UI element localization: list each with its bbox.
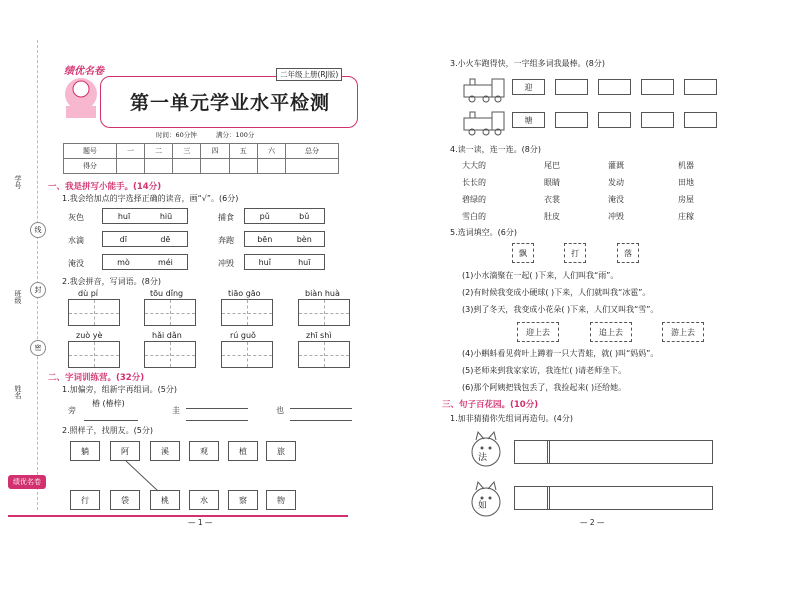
pinyin-option[interactable]: huī: [298, 257, 311, 267]
question-6: 1.加非猜猜你先组词再造句。(4分): [450, 414, 573, 423]
seal-ring-2: 封: [30, 282, 46, 298]
q1-choices[interactable]: [244, 208, 325, 224]
radical-char: 旁: [68, 406, 76, 415]
brand-name: 绩优名卷: [64, 66, 104, 77]
q1-word: 捕食: [218, 213, 234, 222]
score-cell[interactable]: [229, 159, 257, 174]
train-engine-icon: [462, 110, 508, 140]
score-cell[interactable]: [116, 159, 144, 174]
pinyin-option[interactable]: bēn: [257, 234, 273, 244]
page-title: 第一单元学业水平检测: [130, 92, 331, 114]
q1-word: 淹没: [68, 259, 84, 268]
pinyin-option[interactable]: méi: [157, 257, 173, 267]
score-label: 得分: [64, 159, 117, 174]
link-mid[interactable]: 肚皮: [544, 212, 560, 221]
pinyin-option[interactable]: huǐ: [258, 257, 271, 267]
side-class: 班级: [14, 290, 22, 304]
link-verb[interactable]: 灌溉: [608, 161, 624, 170]
section-1-heading: 一、我是拼写小能手。(14分): [48, 182, 162, 192]
q1-word: 冲毁: [218, 259, 234, 268]
score-head: 六: [257, 144, 285, 159]
train-car[interactable]: [641, 112, 674, 128]
pinyin-option[interactable]: huī: [117, 211, 131, 221]
match-char-bottom[interactable]: 水: [189, 490, 219, 510]
pinyin-option[interactable]: pǔ: [259, 211, 270, 221]
q1-choices[interactable]: [102, 208, 188, 224]
train-car-char: [512, 79, 545, 95]
writing-grid[interactable]: [221, 341, 273, 368]
train-engine-icon: [462, 77, 508, 107]
train-car[interactable]: [684, 112, 717, 128]
match-char-bottom[interactable]: 袋: [110, 490, 140, 510]
fill-sentence[interactable]: (4)小蝌蚪看见荷叶上蹲着一只大青蛙，就( )叫“妈妈”。: [462, 349, 659, 358]
score-head: 四: [201, 144, 229, 159]
pinyin-prompt: dù pí: [78, 289, 98, 298]
question-2-1: 1.加偏旁，组新字再组词。(5分): [62, 385, 177, 394]
pinyin-prompt: hǎi dǎn: [152, 331, 182, 340]
link-left[interactable]: 长长的: [462, 178, 486, 187]
q1-choices[interactable]: [102, 231, 188, 247]
score-head: 题号: [64, 144, 117, 159]
radical-example: 椿 (椿梓): [92, 399, 125, 408]
writing-grid[interactable]: [298, 341, 350, 368]
score-cell[interactable]: [201, 159, 229, 174]
pinyin-prompt: biàn huà: [305, 289, 340, 298]
score-head: 三: [173, 144, 201, 159]
pinyin-prompt: tiāo gāo: [228, 289, 261, 298]
writing-grid[interactable]: [221, 299, 273, 326]
match-example-line: [110, 461, 170, 493]
link-verb[interactable]: 冲毁: [608, 212, 624, 221]
q1-choices[interactable]: [244, 231, 325, 247]
train-car-char: [512, 112, 545, 128]
match-char-bottom[interactable]: 桃: [150, 490, 180, 510]
q1-word: 灰色: [68, 213, 84, 222]
radical-blank[interactable]: [84, 420, 138, 421]
side-name: 姓名: [14, 385, 22, 399]
question-5: 5.选词填空。(6分): [450, 228, 517, 237]
score-table: [63, 143, 339, 174]
question-4: 4.读一读，连一连。(8分): [450, 145, 541, 154]
train-char: 迎: [524, 82, 533, 92]
link-mid[interactable]: 尾巴: [544, 161, 560, 170]
match-char-bottom[interactable]: 行: [70, 490, 100, 510]
question-1-1: 1.我会给加点的字选择正确的读音，画“√”。(6分): [62, 194, 239, 203]
fill-sentence[interactable]: (2)有时候我变成小硬球( )下来，人们就叫我“冰雹”。: [462, 288, 651, 297]
fill-sentence[interactable]: (6)那个阿姨把钱包丢了，我捡起来( )还给她。: [462, 383, 627, 392]
pinyin-prompt: rú guǒ: [230, 331, 256, 340]
match-char-bottom[interactable]: 物: [266, 490, 296, 510]
radical-blank[interactable]: [290, 408, 352, 409]
train-car[interactable]: [598, 79, 631, 95]
section-2-heading: 二、字词训练营。(32分): [48, 373, 145, 383]
train-car[interactable]: [684, 79, 717, 95]
score-cell[interactable]: [257, 159, 285, 174]
link-noun[interactable]: 田地: [678, 178, 694, 187]
fill-sentence[interactable]: (1)小水滴聚在一起( )下来，人们叫我“雨”。: [462, 271, 619, 280]
question-1-2: 2.我会拼音，写词语。(8分): [62, 277, 161, 286]
link-noun[interactable]: 机器: [678, 161, 694, 170]
pinyin-prompt: tōu dǐng: [150, 289, 184, 298]
match-char-top[interactable]: 躺: [70, 441, 100, 461]
page-number-1: — 1 —: [188, 518, 213, 527]
link-left[interactable]: 大大的: [462, 161, 486, 170]
score-head: 五: [229, 144, 257, 159]
radical-blank[interactable]: [290, 420, 352, 421]
pinyin-option[interactable]: bèn: [296, 234, 312, 244]
answer-box[interactable]: [547, 440, 713, 464]
q1-word: 奔跑: [218, 236, 234, 245]
footer-bar: [8, 515, 348, 517]
score-cell[interactable]: [173, 159, 201, 174]
score-cell[interactable]: [286, 159, 339, 174]
cat-icon: [466, 428, 510, 472]
match-char-top[interactable]: 植: [228, 441, 258, 461]
seal-ring-1: 线: [30, 222, 46, 238]
pinyin-option[interactable]: dī: [119, 234, 127, 244]
train-car[interactable]: [598, 112, 631, 128]
grade-label: 二年级上册(RJ版): [276, 68, 342, 81]
question-3: 3.小火车跑得快，一字组多词我最棒。(8分): [450, 59, 605, 68]
train-char: 塘: [524, 115, 533, 125]
link-mid[interactable]: 眼睛: [544, 178, 560, 187]
fill-sentence[interactable]: (3)到了冬天，我变成小花朵( )下来，人们又叫我“雪”。: [462, 305, 659, 314]
link-left[interactable]: 雪白的: [462, 212, 486, 221]
word-option[interactable]: 落: [617, 243, 639, 263]
cat-icon: [466, 478, 510, 522]
writing-grid[interactable]: [298, 299, 350, 326]
radical-blank[interactable]: [186, 420, 248, 421]
writing-grid[interactable]: [144, 299, 196, 326]
writing-grid[interactable]: [144, 341, 196, 368]
word-option[interactable]: 飘: [512, 243, 534, 263]
q1-word: 水滴: [68, 236, 84, 245]
train-car[interactable]: [555, 79, 588, 95]
exam-fullscore: 满分：100分: [216, 131, 255, 139]
score-head: 总分: [286, 144, 339, 159]
answer-box[interactable]: [514, 486, 550, 510]
train-car[interactable]: [641, 79, 674, 95]
link-mid[interactable]: 衣裳: [544, 195, 560, 204]
pinyin-prompt: zhī shì: [306, 331, 332, 340]
score-head: 二: [145, 144, 173, 159]
binding-line: [37, 40, 38, 510]
link-noun[interactable]: 庄稼: [678, 212, 694, 221]
pinyin-option[interactable]: bǔ: [299, 211, 310, 221]
link-left[interactable]: 碧绿的: [462, 195, 486, 204]
page-number-2: — 2 —: [580, 518, 605, 527]
seal-ring-3: 密: [30, 340, 46, 356]
pinyin-option[interactable]: mò: [117, 257, 130, 267]
match-char-bottom[interactable]: 察: [228, 490, 258, 510]
q1-choices[interactable]: [244, 254, 325, 270]
question-2-2: 2.照样子，找朋友。(5分): [62, 426, 153, 435]
tag-char: 如: [478, 501, 488, 511]
match-char-top[interactable]: 观: [189, 441, 219, 461]
match-char-top[interactable]: 溪: [150, 441, 180, 461]
footer-logo: [8, 475, 46, 489]
fill-sentence[interactable]: (5)老师来到我家家访，我连忙( )请老师坐下。: [462, 366, 627, 375]
radical-char: 圭: [172, 406, 180, 415]
writing-grid[interactable]: [68, 299, 120, 326]
word-option[interactable]: 追上去: [590, 322, 632, 342]
side-school: 学号: [14, 175, 22, 189]
train-car[interactable]: [555, 112, 588, 128]
answer-box[interactable]: [547, 486, 713, 510]
pinyin-prompt: zuò yè: [76, 331, 103, 340]
match-char-top[interactable]: 阿: [110, 441, 140, 461]
tag-char: 法: [478, 453, 488, 463]
match-char-top[interactable]: 旅: [266, 441, 296, 461]
section-3-heading: 三、句子百花园。(10分): [442, 400, 539, 410]
word-option[interactable]: 迎上去: [517, 322, 559, 342]
radical-char: 也: [276, 406, 284, 415]
link-verb[interactable]: 发动: [608, 178, 624, 187]
score-cell[interactable]: [145, 159, 173, 174]
footer-brand: 绩优名卷: [13, 478, 41, 486]
answer-box[interactable]: [514, 440, 550, 464]
word-option[interactable]: 游上去: [662, 322, 704, 342]
radical-blank[interactable]: [186, 408, 248, 409]
link-verb[interactable]: 淹没: [608, 195, 624, 204]
score-head: 一: [116, 144, 144, 159]
link-noun[interactable]: 房屋: [678, 195, 694, 204]
exam-time: 时间：60分钟: [156, 131, 197, 139]
writing-grid[interactable]: [68, 341, 120, 368]
word-option[interactable]: 打: [564, 243, 586, 263]
pinyin-option[interactable]: hiū: [159, 211, 173, 221]
q1-choices[interactable]: [102, 254, 188, 270]
pinyin-option[interactable]: dē: [160, 234, 171, 244]
